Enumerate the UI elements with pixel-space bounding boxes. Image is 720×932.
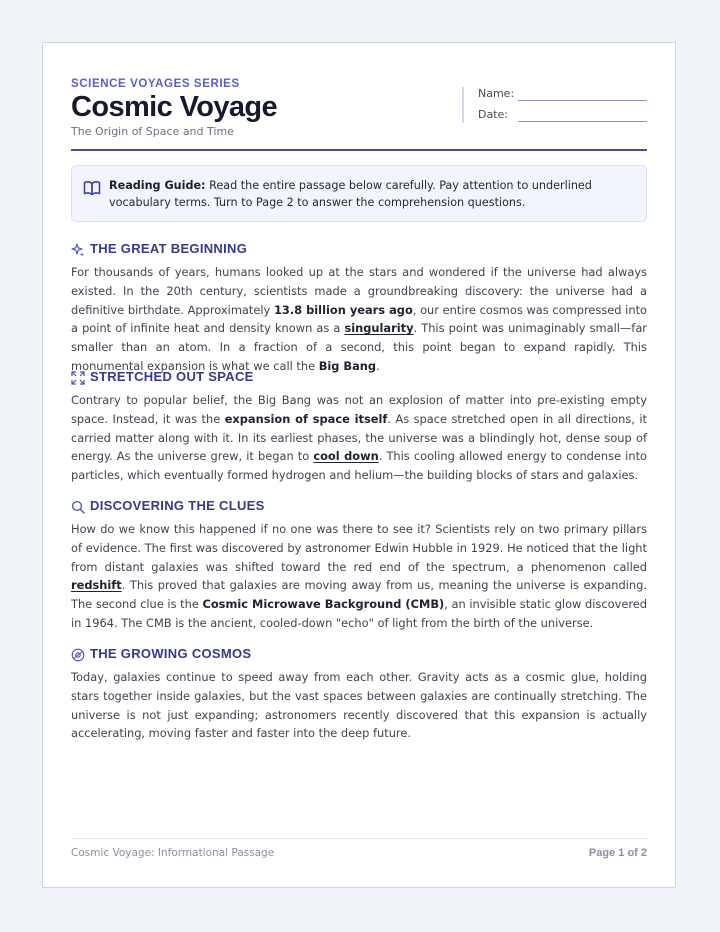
- section-stretched-out-space: [71, 369, 647, 485]
- section-heading: [71, 369, 647, 387]
- section-discovering-the-clues: [71, 498, 647, 633]
- section-body: [71, 391, 647, 485]
- bold-term: Cosmic Microwave Background (CMB): [202, 597, 445, 612]
- footer-title: Cosmic Voyage: Informational Passage: [71, 847, 275, 859]
- body-text: . As space stretched open in all directions, it carried matter along with it. In its earliest phases, the universe was a blindingly hot, dense soup of energy. As the universe grew, it began to: [71, 411, 648, 464]
- section-title: THE GREAT BEGINNING: [90, 241, 248, 256]
- student-info-box: [462, 87, 647, 123]
- reading-guide-label: Reading Guide:: [109, 179, 206, 192]
- section-body: [71, 668, 647, 743]
- body-text: Contrary to popular belief, the Big Bang was not an explosion of matter into pre-existing empty space. Instead, it was the: [71, 393, 647, 426]
- bold-term: Big Bang: [318, 358, 377, 373]
- section-growing-cosmos: [71, 646, 647, 743]
- vocabulary-term: cool down: [313, 449, 379, 464]
- body-text: , an invisible static glow discovered in 1964. The CMB is the ancient, cooled-down "echo" of light from the birth of the universe.: [71, 597, 648, 630]
- body-text: How do we know this happened if no one was there to see it? Scientists rely on two primary pillars of evidence. The first was discovered by astronomer Edwin Hubble in 1929. He noticed that the light from distant galaxies was shifted toward the red end of the spectrum, a phenomenon called: [71, 522, 647, 574]
- body-text: Today, galaxies continue to speed away from each other. Gravity acts as a cosmic glue, holding stars together inside galaxies, but the vast spaces between galaxies are continually stretching. The universe is not just expanding; astronomers recently discovered that this expansion is actually accelerating, moving faster and faster into the deep future.: [71, 670, 647, 741]
- date-line[interactable]: [518, 121, 647, 122]
- bold-term: expansion of space itself: [224, 411, 388, 426]
- section-great-beginning: [71, 241, 647, 376]
- section-heading: [71, 241, 647, 259]
- section-title: DISCOVERING THE CLUES: [90, 498, 265, 513]
- section-title: THE GROWING COSMOS: [90, 646, 252, 661]
- orbit-icon: [71, 648, 85, 662]
- section-heading: [71, 498, 647, 516]
- body-text: . This cooling allowed energy to condense into particles, which eventually formed hydrogen and helium—the building blocks of stars and galaxies.: [71, 449, 648, 483]
- page-title: Cosmic Voyage: [71, 91, 278, 123]
- sparkle-icon: [71, 243, 85, 257]
- section-heading: [71, 646, 647, 664]
- page-number: Page 1 of 2: [588, 847, 647, 859]
- body-text: .: [376, 358, 380, 373]
- footer-divider: [71, 838, 647, 839]
- reading-guide-text: [109, 177, 616, 211]
- body-text: For thousands of years, humans looked up at the stars and wondered if the universe had always existed. In the 20th century, scientists made a groundbreaking discovery: the universe had a definitive birthdate. Approximately: [71, 265, 647, 317]
- page-subtitle: The Origin of Space and Time: [71, 125, 234, 138]
- body-text: , our entire cosmos was compressed into a point of infinite heat and density known as a: [71, 302, 647, 336]
- vocabulary-term: singularity: [344, 321, 414, 336]
- body-text: . This point was unimaginably small—far smaller than an atom. In a fraction of a second, this point began to expand rapidly. This monumental expansion is what we call the: [71, 321, 647, 373]
- series-label: SCIENCE VOYAGES SERIES: [71, 78, 240, 90]
- vocabulary-term: redshift: [71, 578, 122, 593]
- name-label: Name:: [478, 87, 515, 100]
- section-body: [71, 263, 647, 376]
- book-icon: [83, 179, 101, 197]
- date-label: Date:: [478, 108, 508, 121]
- name-line[interactable]: [518, 100, 647, 101]
- date-field[interactable]: [478, 108, 647, 124]
- expand-icon: [71, 371, 85, 385]
- reading-guide-box: [71, 165, 647, 222]
- bold-term: 13.8 billion years ago: [273, 302, 413, 317]
- name-field[interactable]: [478, 87, 647, 103]
- body-text: . This proved that galaxies are moving away from us, meaning the universe is expanding. The second clue is the: [71, 578, 647, 612]
- section-body: [71, 520, 647, 633]
- worksheet-page: [42, 42, 676, 888]
- search-icon: [71, 500, 85, 514]
- reading-guide-body: Read the entire passage below carefully. Pay attention to underlined vocabulary terms. Turn to Page 2 to answer the comprehension questions.: [109, 179, 592, 209]
- section-title: STRETCHED OUT SPACE: [90, 369, 254, 384]
- header-divider: [71, 149, 647, 151]
